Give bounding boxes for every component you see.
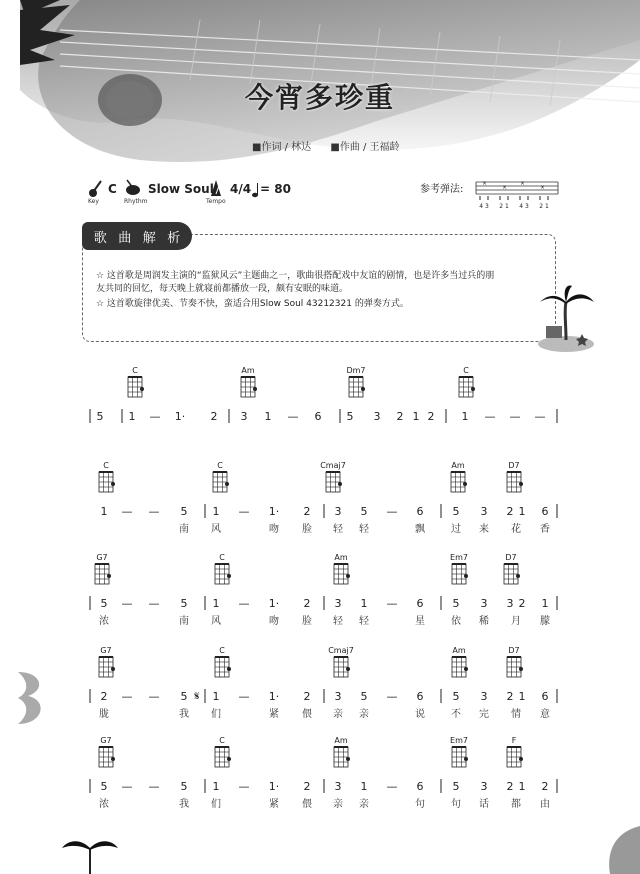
note: 2 — [303, 690, 311, 703]
note: 1 — [518, 505, 526, 518]
strum-number: 2 1 — [499, 203, 509, 210]
numbered-score — [0, 360, 640, 840]
analysis-line: ☆ 这首歌旋律优美、节奏不快，蛮适合用Slow Soul 43212321 的弹奏方式。 — [96, 299, 409, 309]
lyric: 由 — [540, 799, 550, 810]
note: 2 — [506, 690, 514, 703]
chord-diagram — [215, 657, 231, 677]
svg-text:×: × — [482, 180, 488, 187]
note: 3 — [506, 597, 514, 610]
chord-name: Cmaj7 — [328, 646, 354, 655]
note: — — [238, 597, 250, 610]
note: — — [509, 410, 521, 423]
chord-diagram — [452, 564, 468, 584]
note: 5 — [452, 690, 460, 703]
chord-diagram — [241, 377, 257, 397]
note: 5 — [360, 505, 368, 518]
note: — — [148, 505, 160, 518]
lyric: 们 — [211, 709, 221, 720]
tempo-label: Tempo — [206, 198, 226, 205]
note: — — [149, 410, 161, 423]
note: 5 — [180, 505, 188, 518]
chord-name: Cmaj7 — [320, 461, 346, 470]
note: — — [121, 505, 133, 518]
heading-char: 曲 — [118, 230, 132, 246]
lyric: 紧 — [269, 799, 279, 810]
lyric: 吻 — [269, 524, 279, 535]
note: 6 — [416, 780, 424, 793]
note: — — [287, 410, 299, 423]
lyric: 轻 — [359, 524, 369, 535]
composer: ■作曲 / 王福龄 — [330, 142, 400, 153]
note: 6 — [541, 505, 549, 518]
chord-diagram — [326, 472, 342, 492]
chord-name: C — [219, 736, 225, 745]
lyric: 飘 — [415, 524, 425, 535]
lyric: 月 — [511, 616, 521, 627]
lyric: 依 — [451, 616, 461, 627]
lyric: 句 — [451, 799, 461, 810]
note: 3 — [480, 505, 488, 518]
note: 3 — [240, 410, 248, 423]
chord-name: F — [511, 736, 517, 745]
chord-diagram — [504, 564, 520, 584]
score-system — [90, 646, 557, 720]
lyric: 亲 — [333, 799, 343, 810]
lyricist: ■作词 / 林达 — [252, 142, 312, 153]
note: — — [534, 410, 546, 423]
note: 6 — [416, 505, 424, 518]
note: — — [238, 780, 250, 793]
chord-name: Am — [334, 736, 348, 745]
note: 2 — [506, 780, 514, 793]
note: 6 — [416, 690, 424, 703]
note: 1· — [268, 690, 280, 703]
segno-sign: 𝄋 — [194, 689, 200, 703]
note: 6 — [416, 597, 424, 610]
song-analysis-heading — [82, 222, 192, 250]
lyric: 说 — [415, 709, 425, 720]
lyric: 吻 — [269, 616, 279, 627]
note: 3 — [334, 780, 342, 793]
palm-tree-illustration — [536, 282, 596, 354]
note: 6 — [314, 410, 322, 423]
chord-name: Dm7 — [346, 366, 366, 375]
strum-reference-label: 参考弹法: — [420, 184, 464, 195]
note: — — [238, 690, 250, 703]
rhythm-value: Slow Soul — [148, 182, 214, 196]
note: — — [148, 597, 160, 610]
note: 2 — [303, 780, 311, 793]
note: — — [121, 690, 133, 703]
corner-decoration — [596, 826, 640, 874]
chord-diagram — [459, 377, 475, 397]
lyric: 南 — [179, 524, 189, 535]
chord-diagram — [99, 472, 115, 492]
lyric: 偎 — [302, 709, 312, 720]
lyric: 句 — [415, 799, 425, 810]
note: 3 — [373, 410, 381, 423]
chord-diagram — [452, 657, 468, 677]
heading-char: 歌 — [93, 230, 107, 246]
lyric: 我 — [179, 799, 189, 810]
note: 3 — [480, 597, 488, 610]
note: — — [148, 690, 160, 703]
note: 3 — [480, 780, 488, 793]
note: 1 — [212, 690, 220, 703]
chord-diagram — [334, 657, 350, 677]
note: 1 — [360, 780, 368, 793]
note: 1 — [128, 410, 136, 423]
note: 1 — [461, 410, 469, 423]
chord-diagram — [95, 564, 111, 584]
chord-name: Am — [334, 553, 348, 562]
lyric: 轻 — [333, 616, 343, 627]
chord-diagram — [99, 657, 115, 677]
note: 1 — [412, 410, 420, 423]
note: 5 — [452, 597, 460, 610]
lyric: 脸 — [302, 616, 312, 627]
key-label: Key — [88, 198, 99, 205]
chord-diagram — [99, 747, 115, 767]
chord-name: Am — [452, 646, 466, 655]
chord-diagram — [334, 564, 350, 584]
lyric: 话 — [479, 799, 489, 810]
note: 3 — [334, 505, 342, 518]
svg-text:×: × — [540, 184, 546, 191]
note: 1 — [212, 780, 220, 793]
strum-number: 2 1 — [539, 203, 549, 210]
score-system — [90, 736, 557, 810]
chord-diagram — [507, 747, 523, 767]
note: 2 — [506, 505, 514, 518]
note: — — [121, 780, 133, 793]
lyric: 风 — [211, 616, 221, 627]
lyric: 脸 — [302, 524, 312, 535]
note: 1· — [268, 780, 280, 793]
chord-diagram — [507, 657, 523, 677]
lyric: 星 — [415, 616, 425, 627]
chord-diagram — [213, 472, 229, 492]
lyric: 轻 — [359, 616, 369, 627]
lyric: 风 — [211, 524, 221, 535]
note: 2 — [427, 410, 435, 423]
lyric: 胧 — [99, 709, 109, 720]
chord-name: C — [219, 553, 225, 562]
key-guitar-icon — [88, 178, 106, 198]
note: 1· — [268, 597, 280, 610]
palm-leaf-decoration — [60, 838, 120, 874]
lyric: 偎 — [302, 799, 312, 810]
lyric: 朦 — [540, 616, 550, 627]
note: 1 — [212, 597, 220, 610]
note: 5 — [452, 505, 460, 518]
note: 2 — [518, 597, 526, 610]
credits — [252, 138, 416, 153]
lyric: 亲 — [333, 709, 343, 720]
strum-number: 4 3 — [519, 203, 529, 210]
svg-text:×: × — [502, 184, 508, 191]
note: 1 — [541, 597, 549, 610]
chord-name: D7 — [505, 553, 517, 562]
note: 5 — [180, 690, 188, 703]
note: 3 — [334, 690, 342, 703]
score-system — [90, 553, 557, 627]
lyric: 都 — [511, 799, 521, 810]
note: 1· — [268, 505, 280, 518]
chord-name: Em7 — [450, 553, 468, 562]
note: 1 — [360, 597, 368, 610]
note: — — [121, 597, 133, 610]
lyric: 我 — [179, 709, 189, 720]
chord-diagram — [215, 747, 231, 767]
note: — — [386, 690, 398, 703]
key-value: C — [108, 182, 117, 196]
analysis-line: 友共同的回忆，每天晚上就寝前都播放一段，颇有安眠的味道。 — [96, 284, 349, 294]
chord-name: C — [132, 366, 138, 375]
note: 2 — [541, 780, 549, 793]
lyric: 浓 — [99, 799, 109, 810]
lyric: 南 — [179, 616, 189, 627]
note: 5 — [360, 690, 368, 703]
chord-diagram — [452, 747, 468, 767]
chord-name: G7 — [100, 646, 112, 655]
note: — — [386, 780, 398, 793]
note: 1 — [264, 410, 272, 423]
chord-name: G7 — [100, 736, 112, 745]
chord-diagram — [507, 472, 523, 492]
lyric: 完 — [479, 709, 489, 720]
lyric: 花 — [511, 524, 521, 535]
note: — — [386, 505, 398, 518]
heading-char: 解 — [142, 230, 156, 246]
note: 2 — [303, 597, 311, 610]
note: 5 — [346, 410, 354, 423]
note: 3 — [334, 597, 342, 610]
lyric: 亲 — [359, 799, 369, 810]
note: 2 — [100, 690, 108, 703]
note: 5 — [180, 597, 188, 610]
chord-diagram — [215, 564, 231, 584]
quarter-note-icon — [252, 182, 260, 198]
lyric: 稀 — [479, 616, 489, 627]
strum-pattern-diagram — [474, 176, 560, 210]
chord-name: C — [217, 461, 223, 470]
note: 2 — [396, 410, 404, 423]
chord-name: Am — [241, 366, 255, 375]
note: — — [148, 780, 160, 793]
note: — — [484, 410, 496, 423]
lyric: 香 — [540, 524, 550, 535]
analysis-line: ☆ 这首歌是周润发主演的“监狱风云”主题曲之一，歌曲很搭配戏中友谊的剧情，也是许多当过兵的朋 — [96, 271, 495, 281]
strum-number: 4 3 — [479, 203, 489, 210]
lyric: 轻 — [333, 524, 343, 535]
lyric: 亲 — [359, 709, 369, 720]
chord-diagram — [349, 377, 365, 397]
chord-name: D7 — [508, 646, 520, 655]
score-system — [90, 366, 557, 423]
score-system — [99, 461, 557, 535]
note: 2 — [210, 410, 218, 423]
note: 5 — [452, 780, 460, 793]
chord-name: Am — [451, 461, 465, 470]
chord-name: C — [103, 461, 109, 470]
note: 1 — [212, 505, 220, 518]
chord-name: Em7 — [450, 736, 468, 745]
note: — — [386, 597, 398, 610]
note: 2 — [303, 505, 311, 518]
chord-diagram — [451, 472, 467, 492]
note: 1 — [518, 780, 526, 793]
lyric: 不 — [451, 709, 461, 720]
note: 5 — [100, 780, 108, 793]
tempo-metronome-icon — [208, 178, 224, 198]
note: — — [238, 505, 250, 518]
svg-text:×: × — [520, 180, 526, 187]
tempo-value: = 80 — [260, 182, 291, 196]
note: 1 — [518, 690, 526, 703]
note: 5 — [96, 410, 104, 423]
rhythm-drum-icon — [124, 178, 142, 198]
chord-name: G7 — [96, 553, 108, 562]
lyric: 过 — [451, 524, 461, 535]
note: 1 — [100, 505, 108, 518]
rhythm-label: Rhythm — [124, 198, 148, 205]
lyric: 来 — [479, 524, 489, 535]
note: 3 — [480, 690, 488, 703]
note: 6 — [541, 690, 549, 703]
note: 5 — [100, 597, 108, 610]
chord-name: C — [463, 366, 469, 375]
note: 1· — [174, 410, 186, 423]
chord-diagram — [334, 747, 350, 767]
lyric: 意 — [540, 709, 550, 720]
chord-name: C — [219, 646, 225, 655]
time-signature: 4/4 — [230, 182, 252, 196]
chord-diagram — [128, 377, 144, 397]
song-title: 今宵多珍重 — [244, 81, 395, 114]
lyric: 紧 — [269, 709, 279, 720]
lyric: 们 — [211, 799, 221, 810]
page-side-decoration — [14, 668, 48, 728]
note: 5 — [180, 780, 188, 793]
lyric: 浓 — [99, 616, 109, 627]
chord-name: D7 — [508, 461, 520, 470]
lyric: 情 — [511, 709, 521, 720]
heading-char: 析 — [167, 230, 181, 246]
